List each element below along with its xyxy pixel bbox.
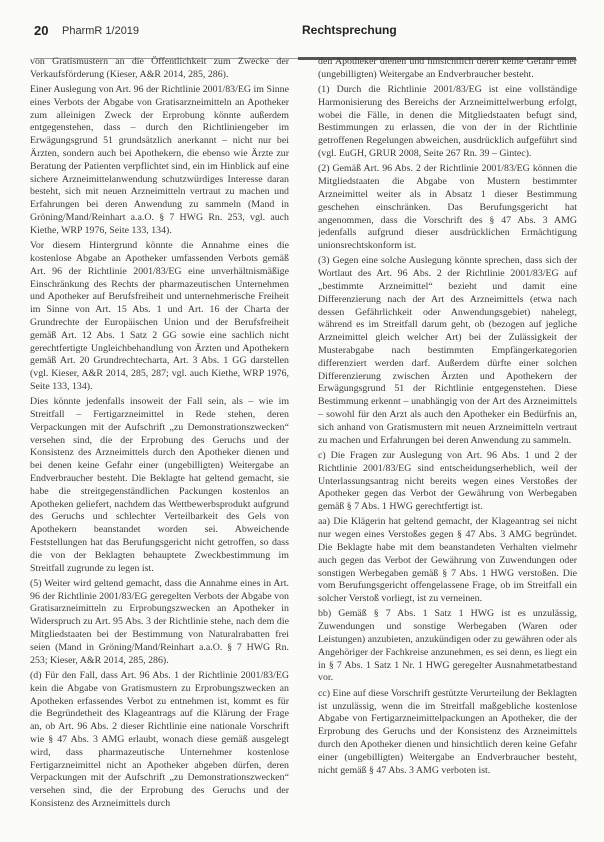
paragraph: den Apotheker dienen und hinsichtlich deren keine Gefahr einer (ungebilligten) Weitergabe an Endverbraucher besteht.	[318, 56, 577, 80]
paragraph: Dies könnte jedenfalls insoweit der Fall sein, als – wie im Streitfall – Fertigarzneimittel in Rede stehen, deren Verpackungen mit der Aufschrift „zu Demonstrationszwecken“ versehen sind, die der Erprobung des Geruchs und der Konsistenz des Arzneimittels durch den Apotheker dienen und bei denen keine Gefahr einer (ungebilligten) Weitergabe an Endverbraucher besteht. Die Beklagte hat geltend gemacht, sie habe die streitgegenständlichen Packungen kostenlos an Apotheken geliefert, nachdem das Wettbewerbsprodukt aufgrund des Geruchs und schlechter Verteilbarkeit des Gels von Apothekern beanstandet worden sei. Abweichende Feststellungen hat das Berufungsgericht nicht getroffen, so dass die von der Beklagten behauptete Zweckbestimmung im Streitfall zugrunde zu legen ist.	[30, 396, 289, 574]
paragraph: (d) Für den Fall, dass Art. 96 Abs. 1 der Richtlinie 2001/83/EG kein die Abgabe von Gratismustern zu Erprobungszwecken an Apotheken erfassendes Verbot zu entnehmen ist, kommt es für die Begründetheit des Klageantrags auf die Klärung der Frage an, ob Art. 96 Abs. 2 dieser Richtlinie eine nationale Vorschrift wie § 47 Abs. 3 AMG erlaubt, wonach diese gemäß ausgelegt wird, dass pharmazeutische Unternehmer kostenlose Fertigarzneimittel nicht an Apotheker abgeben dürfen, deren Verpackungen mit der Aufschrift „zu Demonstrationszwecken“ versehen sind, die der Erprobung des Geruchs und der Konsistenz des Arzneimittels durch	[30, 669, 289, 809]
section-title: Rechtsprechung	[302, 23, 397, 37]
page-number: 20	[34, 23, 49, 38]
paragraph: c) Die Fragen zur Auslegung von Art. 96 Abs. 1 und 2 der Richtlinie 2001/83/EG sind entscheidungserheblich, weil der Unterlassungsantrag nicht bereits wegen eines Verstoßes der Apotheker gegen das Verbot der Gewährung von Werbegaben gemäß § 7 Abs. 1 HWG gerechtfertigt ist.	[318, 449, 577, 513]
paragraph: Einer Auslegung von Art. 96 der Richtlinie 2001/83/EG im Sinne eines Verbots der Abgabe von Gratisarzneimitteln an Apotheker zum alleinigen Zweck der Erprobung könnte außerdem entgegenstehen, dass – durch den Richtliniengeber im Erwägungsgrund 51 grundsätzlich anerkannt – nicht nur bei Ärzten, sondern auch bei Apothekern, die ebenso wie Ärzte zur Beratung der Patienten verpflichtet sind, ein im Hinblick auf eine sichere Arzneimittelanwendung schutzwürdiges Interesse daran besteht, sich mit neuen Arzneimitteln vertraut zu machen und Erfahrungen bei deren Anwendung zu sammeln (Mand in Gröning/Mand/Reinhart a.a.O. § 7 HWG Rn. 253, vgl. auch Kiethe, WRP 1976, Seite 133, 134).	[30, 84, 289, 236]
journal-title: PharmR 1/2019	[62, 25, 140, 37]
paragraph: cc) Eine auf diese Vorschrift gestützte Verurteilung der Beklagten ist unzulässig, wenn die im Streitfall maßgebliche kostenlose Abgabe von Fertigarzneimittelpackungen an Apotheker, die der Erprobung des Geruchs und der Konsistenz des Arzneimittels durch den Apotheker dienen und hinsichtlich deren keine Gefahr einer (ungebilligten) Weitergabe an Endverbraucher besteht, nicht gemäß § 47 Abs. 3 AMG verboten ist.	[318, 687, 577, 776]
page-header	[34, 20, 576, 42]
left-column	[30, 56, 289, 824]
paragraph: (3) Gegen eine solche Auslegung könnte sprechen, dass sich der Wortlaut des Art. 96 Abs. 2 der Richtlinie 2001/83/EG auf „bestimmte Arzneimittel“ bezieht und damit eine Differenzierung nach der Art des Arzneimittels (etwa nach dessen Gefährlichkeit oder Anwendungsgebiet) nahelegt, während es im Streitfall darum geht, ob (bezogen auf jegliche Arzneimittel gleich welcher Art) bei der Zulässigkeit der Musterabgabe nach bestimmten Empfängerkategorien differenziert werden darf. Außerdem dürfte einer solchen Differenzierung zwischen Ärzten und Apothekern der Erwägungsgrund 51 der Richtlinie entgegenstehen. Diese Bestimmung erkennt – unabhängig von der Art des Arzneimittels – sowohl für den Arzt als auch den Apotheker ein Bedürfnis an, sich anhand von Gratismustern mit neuen Arzneimitteln vertraut zu machen und Erfahrungen bei deren Anwendung zu sammeln.	[318, 255, 577, 446]
paragraph: bb) Gemäß § 7 Abs. 1 Satz 1 HWG ist es unzulässig, Zuwendungen und sonstige Werbegaben (Waren oder Leistungen) anzubieten, anzukündigen oder zu gewähren oder als Angehöriger der Fachkreise anzunehmen, es sei denn, es liegt ein in § 7 Abs. 1 Satz 1 Nr. 1 HWG geregelter Ausnahmetatbestand vor.	[318, 608, 577, 684]
paragraph: (2) Gemäß Art. 96 Abs. 2 der Richtlinie 2001/83/EG können die Mitgliedstaaten die Abgabe von Mustern bestimmter Arzneimittel weiter als in Absatz 1 dieser Bestimmung geschehen einschränken. Das Berufungsgericht hat angenommen, dass die Vorschrift des § 47 Abs. 3 AMG jedenfalls aufgrund dieser ausdrücklichen Ermächtigung unionsrechtskonform ist.	[318, 163, 577, 252]
paragraph: aa) Die Klägerin hat geltend gemacht, der Klageantrag sei nicht nur wegen eines Verstoßes gegen § 47 Abs. 3 AMG begründet. Die Beklagte habe mit dem beanstandeten Verhalten vielmehr auch gegen das Verbot der Gewährung von Zuwendungen oder sonstigen Werbegaben gemäß § 7 Abs. 1 HWG verstoßen. Die vom Berufungsgericht offengelassene Frage, ob im Streitfall ein solcher Verstoß vorliegt, ist zu verneinen.	[318, 516, 577, 605]
paragraph: (5) Weiter wird geltend gemacht, dass die Annahme eines in Art. 96 der Richtlinie 2001/83/EG geregelten Verbots der Abgabe von Gratisarzneimitteln zu Erprobungszwecken an Apotheker in Widerspruch zu Art. 95 Abs. 3 der Richtlinie stehe, nach dem die Mitgliedstaaten bei der Bestimmung von Naturalrabatten frei seien (Mand in Gröning/Mand/Reinhart a.a.O. § 7 HWG Rn. 253; Kieser, A&R 2014, 285, 286).	[30, 577, 289, 666]
paragraph: (1) Durch die Richtlinie 2001/83/EG ist eine vollständige Harmonisierung des Bereichs der Arzneimittelwerbung erfolgt, wobei die Fälle, in denen die Mitgliedstaaten befugt sind, Bestimmungen zu erlassen, die von der in der Richtlinie getroffenen Regelungen abweichen, ausdrücklich aufgeführt sind (vgl. EuGH, GRUR 2008, Seite 267 Rn. 39 – Gintec).	[318, 84, 577, 160]
paragraph: Vor diesem Hintergrund könnte die Annahme eines die kostenlose Abgabe an Apotheker umfassenden Verbots gemäß Art. 96 der Richtlinie 2001/83/EG eine unverhältnismäßige Einschränkung des Rechts der pharmazeutischen Unternehmen und Apotheker auf Berufsfreiheit und unternehmerische Freiheit im Sinne von Art. 15 Abs. 1 und Art. 16 der Charta der Grundrechte der Europäischen Union und der Berufsfreiheit gemäß Art. 12 Abs. 1 Satz 2 GG sowie eine sachlich nicht gerechtfertigte Ungleichbehandlung von Ärzten und Apothekern gemäß Art. 20 Grundrechtecharta, Art. 3 Abs. 1 GG darstellen (vgl. Kieser, A&R 2014, 285, 287; vgl. auch Kiethe, WRP 1976, Seite 133, 134).	[30, 240, 289, 392]
right-column	[318, 56, 577, 824]
paragraph: von Gratismustern an die Öffentlichkeit zum Zwecke der Verkaufsförderung (Kieser, A&R 2014, 285, 286).	[30, 56, 289, 80]
